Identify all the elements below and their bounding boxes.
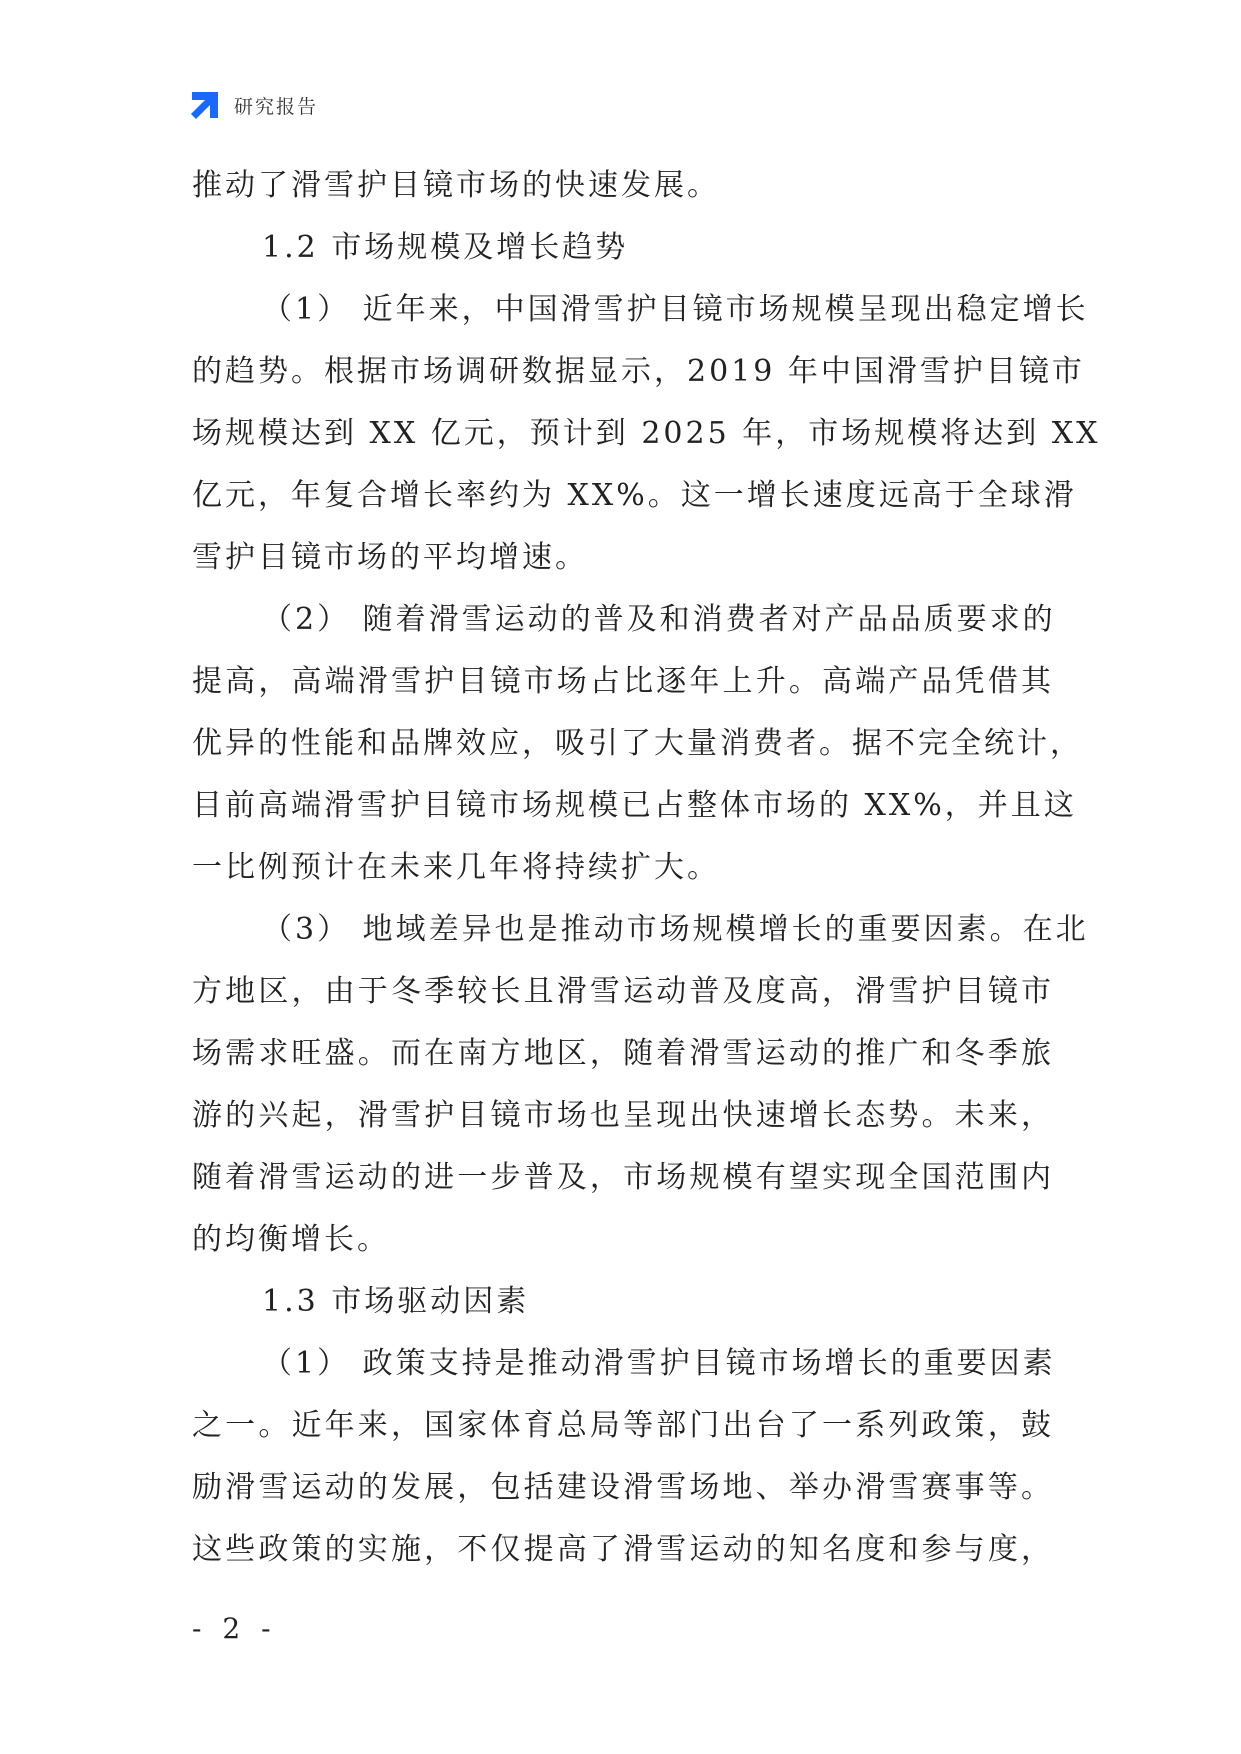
paragraph-line: 推动了滑雪护目镜市场的快速发展。	[192, 168, 720, 203]
paragraph-line: 游的兴起，滑雪护目镜市场也呈现出快速增长态势。未来，	[192, 1098, 1054, 1133]
paragraph-line: 一比例预计在未来几年将持续扩大。	[192, 850, 720, 885]
section-heading: 1.2 市场规模及增长趋势	[262, 230, 629, 265]
paragraph-line: 随着滑雪运动的进一步普及，市场规模有望实现全国范围内	[192, 1160, 1054, 1195]
paragraph-line: 这些政策的实施，不仅提高了滑雪运动的知名度和参与度，	[192, 1532, 1054, 1567]
paragraph-line: （2） 随着滑雪运动的普及和消费者对产品品质要求的	[262, 602, 1056, 637]
paragraph-line: 优异的性能和品牌效应，吸引了大量消费者。据不完全统计，	[192, 726, 1083, 761]
report-header	[188, 88, 318, 122]
arrow-up-right-icon	[188, 88, 222, 122]
paragraph-line: 之一。近年来，国家体育总局等部门出台了一系列政策，鼓	[192, 1408, 1054, 1443]
paragraph-line: 亿元，年复合增长率约为 XX%。这一增长速度远高于全球滑	[192, 478, 1077, 513]
paragraph-line: 目前高端滑雪护目镜市场规模已占整体市场的 XX%，并且这	[192, 788, 1077, 823]
page-number: - 2 -	[192, 1612, 277, 1645]
paragraph-line: 的均衡增长。	[192, 1222, 390, 1257]
paragraph-line: 场规模达到 XX 亿元，预计到 2025 年，市场规模将达到 XX	[192, 416, 1101, 451]
paragraph-line: 场需求旺盛。而在南方地区，随着滑雪运动的推广和冬季旅	[192, 1036, 1054, 1071]
paragraph-line: （3） 地域差异也是推动市场规模增长的重要因素。在北	[262, 912, 1089, 947]
section-heading: 1.3 市场驱动因素	[262, 1284, 530, 1319]
document-body	[192, 155, 1101, 1581]
header-title: 研究报告	[234, 95, 319, 118]
paragraph-line: 雪护目镜市场的平均增速。	[192, 540, 588, 575]
paragraph-line: 提高，高端滑雪护目镜市场占比逐年上升。高端产品凭借其	[192, 664, 1054, 699]
paragraph-line: 的趋势。根据市场调研数据显示，2019 年中国滑雪护目镜市	[192, 354, 1085, 389]
paragraph-line: （1） 近年来，中国滑雪护目镜市场规模呈现出稳定增长	[262, 292, 1089, 327]
paragraph-line: （1） 政策支持是推动滑雪护目镜市场增长的重要因素	[262, 1346, 1056, 1381]
paragraph-line: 励滑雪运动的发展，包括建设滑雪场地、举办滑雪赛事等。	[192, 1470, 1054, 1505]
paragraph-line: 方地区，由于冬季较长且滑雪运动普及度高，滑雪护目镜市	[192, 974, 1054, 1009]
